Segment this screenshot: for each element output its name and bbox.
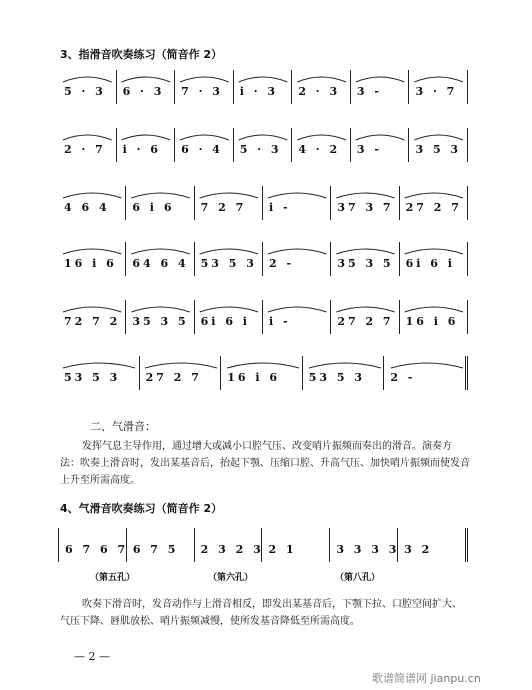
measure bbox=[263, 186, 331, 220]
measure bbox=[263, 300, 331, 334]
measure-notes: 5 · 3 bbox=[239, 143, 282, 156]
measure-notes: 6i 6 i bbox=[405, 257, 455, 270]
measure bbox=[175, 128, 234, 162]
section3-title: 3、指滑音吹奏练习（简音作 2） bbox=[60, 48, 223, 61]
measure bbox=[140, 356, 222, 390]
measure-notes: 2 - bbox=[268, 257, 295, 270]
measure-notes: 3 - bbox=[356, 143, 382, 156]
measure bbox=[127, 528, 195, 562]
measure bbox=[117, 70, 176, 104]
measure-notes: 7 · 3 bbox=[181, 85, 223, 98]
staff-row-3 bbox=[58, 186, 468, 220]
measure bbox=[221, 356, 303, 390]
measure-notes: 3 2 bbox=[404, 543, 433, 556]
measure-notes: 2 3 2 3 bbox=[200, 543, 264, 556]
measure bbox=[58, 128, 117, 162]
measure bbox=[175, 70, 234, 104]
measure bbox=[58, 242, 126, 276]
measure bbox=[351, 70, 410, 104]
measure bbox=[409, 70, 468, 104]
hole-label-6: （第六孔） bbox=[208, 573, 254, 583]
section4-title: 4、气滑音吹奏练习（简音作 2） bbox=[60, 502, 223, 515]
closing-paragraph: 吹奏下滑音时，发音动作与上滑音相反，即发出某基音后，下颚下拉、口腔空间扩大、气压下降、唇肌放松、哨片振频减慢，使所发基音降低至所需高度。 bbox=[60, 599, 462, 627]
measure bbox=[195, 186, 263, 220]
measure-notes: 3 3 3 3 bbox=[336, 543, 400, 556]
measure-notes: 6 i 6 bbox=[132, 201, 175, 214]
measure-notes: 3 - bbox=[356, 85, 382, 98]
measure-notes: 7 2 7 bbox=[200, 201, 247, 214]
measure-notes: 64 6 4 bbox=[132, 257, 189, 270]
measure-notes: 2 1 bbox=[268, 543, 297, 556]
measure bbox=[117, 128, 176, 162]
hole-label-5: （第五孔） bbox=[90, 573, 136, 583]
measure-notes: 6 · 3 bbox=[122, 85, 165, 98]
staff-row-4 bbox=[58, 242, 468, 276]
measure bbox=[331, 242, 399, 276]
measure bbox=[384, 356, 468, 390]
measure bbox=[126, 300, 194, 334]
section4-staff bbox=[58, 528, 468, 562]
measure bbox=[58, 300, 126, 334]
measure bbox=[195, 300, 263, 334]
watermark: 歌谱简谱网 jianpu.cn bbox=[372, 672, 481, 685]
measure-notes: 2 · 3 bbox=[298, 85, 341, 98]
measure bbox=[292, 128, 351, 162]
measure bbox=[400, 186, 468, 220]
measure-notes: 6 7 5 bbox=[132, 543, 179, 556]
staff-row-2 bbox=[58, 128, 468, 162]
measure-notes: i · 6 bbox=[122, 143, 161, 156]
measure-notes: 2 · 7 bbox=[64, 143, 106, 156]
measure-notes: 53 5 3 bbox=[308, 371, 366, 384]
measure-notes: 72 7 2 bbox=[64, 315, 121, 328]
measure-notes: 27 2 7 bbox=[405, 201, 462, 214]
measure bbox=[303, 356, 385, 390]
measure bbox=[292, 70, 351, 104]
staff-row-5 bbox=[58, 300, 468, 334]
measure-notes: 16 i 6 bbox=[64, 257, 117, 270]
measure bbox=[234, 70, 293, 104]
measure bbox=[195, 242, 263, 276]
measure bbox=[330, 528, 398, 562]
measure-notes: 35 3 5 bbox=[132, 315, 189, 328]
measure bbox=[331, 300, 399, 334]
measure-notes: 53 5 3 bbox=[200, 257, 257, 270]
measure bbox=[126, 242, 194, 276]
measure-notes: 3 · 7 bbox=[415, 85, 458, 98]
measure bbox=[263, 242, 331, 276]
measure bbox=[234, 128, 293, 162]
measure bbox=[195, 528, 263, 562]
measure-notes: i - bbox=[268, 315, 291, 328]
measure bbox=[58, 356, 140, 390]
measure-notes: 6 7 6 7 bbox=[65, 543, 129, 556]
measure-notes: 16 i 6 bbox=[405, 315, 459, 328]
measure-notes: 27 2 7 bbox=[337, 315, 394, 328]
measure bbox=[262, 528, 330, 562]
hole-label-8: （第八孔） bbox=[335, 573, 381, 583]
measure-notes: i · 3 bbox=[239, 85, 279, 98]
measure bbox=[400, 300, 468, 334]
measure bbox=[126, 186, 194, 220]
measure-notes: 53 5 3 bbox=[64, 371, 121, 384]
measure-notes: 35 3 5 bbox=[337, 257, 394, 270]
measure-notes: 6 · 4 bbox=[181, 143, 223, 156]
staff-row-6 bbox=[58, 356, 468, 390]
measure-notes: 2 - bbox=[390, 371, 416, 384]
measure bbox=[58, 528, 127, 562]
measure bbox=[351, 128, 410, 162]
measure-notes: 16 i 6 bbox=[227, 371, 280, 384]
measure-notes: 4 · 2 bbox=[298, 143, 341, 156]
measure bbox=[58, 70, 117, 104]
measure-notes: 3 5 3 bbox=[415, 143, 462, 156]
measure-notes: 5 · 3 bbox=[64, 85, 106, 98]
measure bbox=[400, 242, 468, 276]
section-qi-paragraph: 发挥气息主导作用，通过增大或减小口腔气压、改变哨片振频而奏出的滑音。演奏方法：吹奏上滑音时，发出某基音后，抬起下颚、压缩口腔、升高气压、加快哨片振频而使发音上升至所需高度。 bbox=[60, 441, 470, 486]
measure-notes: i - bbox=[268, 201, 291, 214]
measure bbox=[58, 186, 126, 220]
measure bbox=[398, 528, 468, 562]
page-number: — 2 — bbox=[74, 650, 110, 663]
measure-notes: 37 3 7 bbox=[337, 201, 394, 214]
measure bbox=[331, 186, 399, 220]
section-qi-heading: 二、气滑音： bbox=[90, 420, 156, 433]
measure-notes: 27 2 7 bbox=[145, 371, 202, 384]
staff-row-1 bbox=[58, 70, 468, 104]
measure-notes: 4 6 4 bbox=[64, 201, 110, 214]
measure bbox=[409, 128, 468, 162]
measure-notes: 6i 6 i bbox=[200, 315, 250, 328]
